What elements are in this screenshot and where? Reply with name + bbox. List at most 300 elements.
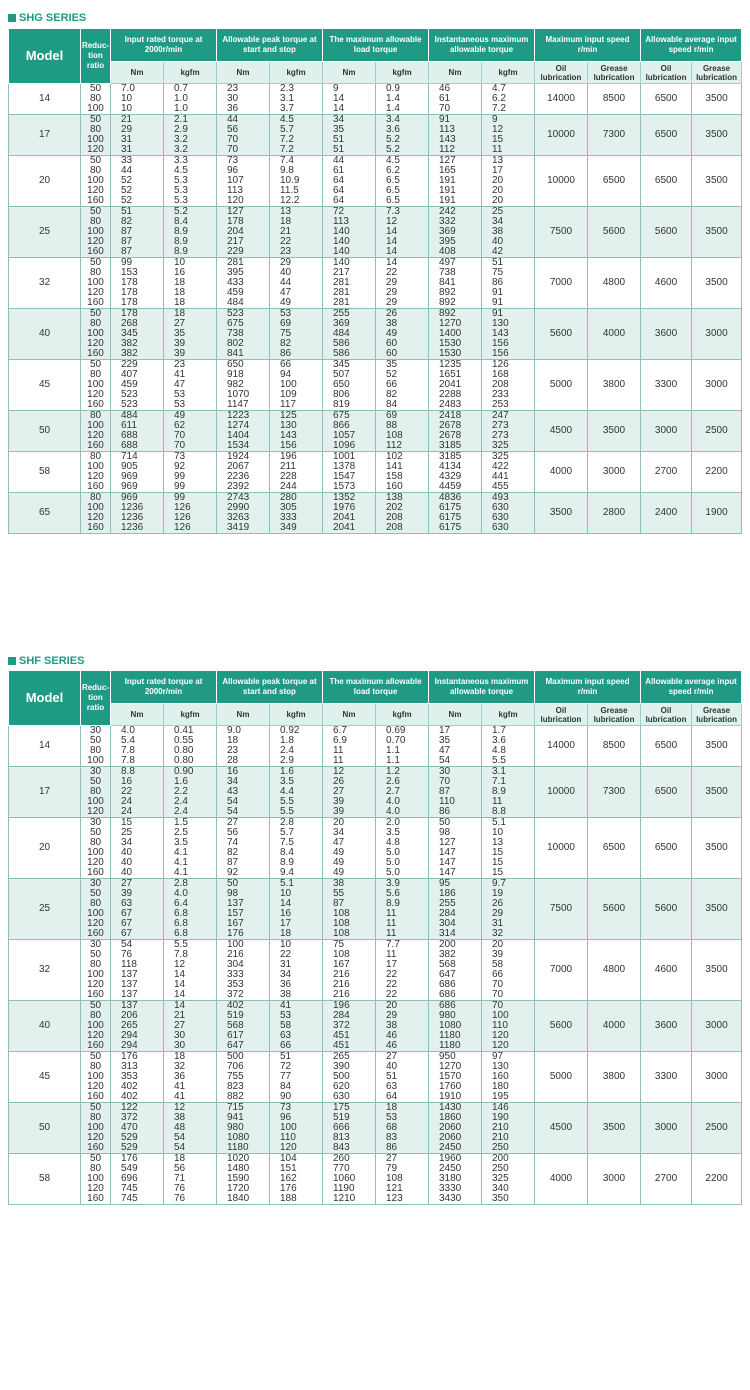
subheader-nm: Nm <box>217 62 270 84</box>
value-cell: 6.5 <box>376 196 429 207</box>
value-cell: 8.9 <box>376 899 429 909</box>
speed-cell-avg-grease: 3500 <box>692 726 742 767</box>
value-cell: 8.9 <box>164 247 217 258</box>
value-cell: 195 <box>482 1092 535 1103</box>
speed-cell-avg-oil: 6500 <box>641 156 692 207</box>
ratio-cell: 50 <box>81 950 111 960</box>
ratio-cell: 100 <box>81 797 111 807</box>
value-cell: 255 <box>323 309 376 320</box>
value-cell: 70 <box>482 1001 535 1012</box>
value-cell: 121 <box>376 1184 429 1194</box>
value-cell: 202 <box>376 503 429 513</box>
value-cell: 137 <box>217 899 270 909</box>
ratio-cell: 160 <box>81 1194 111 1205</box>
value-cell: 76 <box>164 1194 217 1205</box>
ratio-cell: 120 <box>81 980 111 990</box>
value-cell: 99 <box>111 258 164 269</box>
speed-cell-avg-grease: 3500 <box>692 207 742 258</box>
value-cell: 208 <box>482 380 535 390</box>
value-cell: 186 <box>429 889 482 899</box>
speed-cell-max-oil: 3500 <box>535 493 588 534</box>
value-cell: 1.6 <box>270 767 323 778</box>
value-cell: 294 <box>111 1031 164 1041</box>
value-cell: 40 <box>270 268 323 278</box>
value-cell: 666 <box>323 1123 376 1133</box>
value-cell: 14 <box>376 227 429 237</box>
subheader-kgfm: kgfm <box>164 62 217 84</box>
value-cell: 5.1 <box>270 879 323 890</box>
value-cell: 0.80 <box>164 756 217 767</box>
value-cell: 630 <box>323 1092 376 1103</box>
speed-cell-max-grease: 7300 <box>588 767 641 818</box>
value-cell: 58 <box>482 960 535 970</box>
value-cell: 2.0 <box>376 818 429 829</box>
value-cell: 3185 <box>429 452 482 463</box>
ratio-cell: 80 <box>81 217 111 227</box>
value-cell: 39 <box>164 339 217 349</box>
value-cell: 333 <box>217 970 270 980</box>
value-cell: 99 <box>164 472 217 482</box>
value-cell: 66 <box>270 1041 323 1052</box>
value-cell: 127 <box>429 156 482 167</box>
value-cell: 253 <box>482 400 535 411</box>
value-cell: 91 <box>482 298 535 309</box>
square-bullet-icon <box>8 14 16 22</box>
value-cell: 87 <box>111 247 164 258</box>
model-group <box>9 879 742 940</box>
value-cell: 34 <box>482 217 535 227</box>
ratio-cell: 80 <box>81 787 111 797</box>
value-cell: 22 <box>376 990 429 1001</box>
subheader-grease-lubrication: Grease lubrication <box>692 62 742 84</box>
value-cell: 63 <box>270 1031 323 1041</box>
value-cell: 892 <box>429 288 482 298</box>
value-cell: 4.5 <box>376 156 429 167</box>
ratio-cell: 30 <box>81 879 111 890</box>
speed-cell-max-grease: 4800 <box>588 940 641 1001</box>
value-cell: 30 <box>164 1031 217 1041</box>
model-cell: 40 <box>9 1001 81 1052</box>
value-cell: 66 <box>376 380 429 390</box>
value-cell: 25 <box>482 207 535 218</box>
value-cell: 1570 <box>429 1072 482 1082</box>
value-cell: 29 <box>111 125 164 135</box>
value-cell: 268 <box>111 319 164 329</box>
model-group <box>9 1052 742 1103</box>
value-cell: 51 <box>482 258 535 269</box>
value-cell: 529 <box>111 1133 164 1143</box>
value-cell: 86 <box>429 807 482 818</box>
subheader-kgfm: kgfm <box>164 704 217 726</box>
value-cell: 6.9 <box>323 736 376 746</box>
value-cell: 108 <box>376 1174 429 1184</box>
value-cell: 10 <box>111 104 164 115</box>
value-cell: 32 <box>164 1062 217 1072</box>
value-cell: 127 <box>429 838 482 848</box>
value-cell: 84 <box>376 400 429 411</box>
value-cell: 4.0 <box>164 889 217 899</box>
speed-cell-max-grease: 7300 <box>588 115 641 156</box>
value-cell: 180 <box>482 1082 535 1092</box>
model-cell: 14 <box>9 726 81 767</box>
ratio-cell: 80 <box>81 370 111 380</box>
value-cell: 1001 <box>323 452 376 463</box>
value-cell: 160 <box>376 482 429 493</box>
header-allowable-peak-torque: Allowable peak torque at start and stop <box>217 671 323 704</box>
model-cell: 58 <box>9 452 81 493</box>
value-cell: 1400 <box>429 329 482 339</box>
value-cell: 6.2 <box>482 94 535 104</box>
value-cell: 433 <box>217 278 270 288</box>
value-cell: 147 <box>429 868 482 879</box>
value-cell: 18 <box>164 278 217 288</box>
value-cell: 62 <box>164 421 217 431</box>
subheader-nm: Nm <box>323 62 376 84</box>
value-cell: 7.0 <box>111 84 164 95</box>
value-cell: 76 <box>111 950 164 960</box>
value-cell: 630 <box>482 513 535 523</box>
value-cell: 162 <box>270 1174 323 1184</box>
value-cell: 242 <box>429 207 482 218</box>
value-cell: 23 <box>217 746 270 756</box>
value-cell: 140 <box>323 227 376 237</box>
value-cell: 56 <box>217 125 270 135</box>
value-cell: 21 <box>164 1011 217 1021</box>
value-cell: 137 <box>111 1001 164 1012</box>
value-cell: 109 <box>270 390 323 400</box>
value-cell: 8.9 <box>482 787 535 797</box>
value-cell: 21 <box>270 227 323 237</box>
value-cell: 34 <box>217 777 270 787</box>
value-cell: 18 <box>164 1052 217 1063</box>
value-cell: 92 <box>164 462 217 472</box>
ratio-cell: 100 <box>81 1123 111 1133</box>
value-cell: 113 <box>323 217 376 227</box>
ratio-cell: 80 <box>81 125 111 135</box>
value-cell: 1235 <box>429 360 482 371</box>
value-cell: 18 <box>217 736 270 746</box>
value-cell: 6175 <box>429 523 482 534</box>
value-cell: 1530 <box>429 349 482 360</box>
value-cell: 1924 <box>217 452 270 463</box>
value-cell: 40 <box>376 1062 429 1072</box>
value-cell: 126 <box>164 523 217 534</box>
value-cell: 6.8 <box>164 909 217 919</box>
value-cell: 22 <box>376 970 429 980</box>
value-cell: 3.5 <box>376 828 429 838</box>
value-cell: 211 <box>270 462 323 472</box>
value-cell: 459 <box>111 380 164 390</box>
value-cell: 147 <box>429 848 482 858</box>
model-cell: 50 <box>9 411 81 452</box>
value-cell: 345 <box>111 329 164 339</box>
value-cell: 568 <box>217 1021 270 1031</box>
ratio-cell: 80 <box>81 268 111 278</box>
value-cell: 31 <box>270 960 323 970</box>
ratio-cell: 80 <box>81 838 111 848</box>
table-row <box>9 879 742 890</box>
value-cell: 715 <box>217 1103 270 1114</box>
speed-cell-avg-grease: 3500 <box>692 818 742 879</box>
table-row <box>9 726 742 737</box>
speed-cell-max-grease: 4000 <box>588 1001 641 1052</box>
value-cell: 98 <box>217 889 270 899</box>
value-cell: 9.4 <box>270 868 323 879</box>
value-cell: 38 <box>323 879 376 890</box>
value-cell: 29 <box>376 278 429 288</box>
value-cell: 980 <box>217 1123 270 1133</box>
speed-cell-avg-grease: 2200 <box>692 1154 742 1205</box>
ratio-cell: 100 <box>81 1174 111 1184</box>
value-cell: 40 <box>111 858 164 868</box>
value-cell: 738 <box>217 329 270 339</box>
value-cell: 217 <box>217 237 270 247</box>
speed-cell-max-oil: 4000 <box>535 1154 588 1205</box>
value-cell: 2067 <box>217 462 270 472</box>
ratio-cell: 160 <box>81 349 111 360</box>
value-cell: 70 <box>482 990 535 1001</box>
value-cell: 7.2 <box>270 145 323 156</box>
value-cell: 2.4 <box>164 797 217 807</box>
value-cell: 11 <box>323 756 376 767</box>
value-cell: 113 <box>217 186 270 196</box>
speed-cell-max-oil: 5600 <box>535 1001 588 1052</box>
value-cell: 49 <box>270 298 323 309</box>
value-cell: 38 <box>376 1021 429 1031</box>
value-cell: 168 <box>482 370 535 380</box>
value-cell: 247 <box>482 411 535 422</box>
table-row <box>9 309 742 320</box>
value-cell: 630 <box>482 503 535 513</box>
value-cell: 47 <box>429 746 482 756</box>
ratio-cell: 160 <box>81 441 111 452</box>
value-cell: 8.4 <box>270 848 323 858</box>
value-cell: 23 <box>164 360 217 371</box>
speed-cell-avg-oil: 6500 <box>641 726 692 767</box>
value-cell: 647 <box>217 1041 270 1052</box>
value-cell: 29 <box>376 298 429 309</box>
value-cell: 22 <box>270 950 323 960</box>
speed-cell-max-grease: 4800 <box>588 258 641 309</box>
value-cell: 28 <box>217 756 270 767</box>
value-cell: 15 <box>482 858 535 868</box>
value-cell: 87 <box>111 237 164 247</box>
value-cell: 13 <box>482 156 535 167</box>
speed-cell-avg-oil: 4600 <box>641 940 692 1001</box>
speed-cell-max-oil: 14000 <box>535 726 588 767</box>
header-input-rated-torque: Input rated torque at 2000r/min <box>111 29 217 62</box>
value-cell: 2483 <box>429 400 482 411</box>
value-cell: 2.5 <box>164 828 217 838</box>
ratio-cell: 100 <box>81 380 111 390</box>
ratio-cell: 50 <box>81 309 111 320</box>
value-cell: 5.1 <box>482 818 535 829</box>
value-cell: 165 <box>429 166 482 176</box>
value-cell: 12.2 <box>270 196 323 207</box>
value-cell: 3263 <box>217 513 270 523</box>
value-cell: 372 <box>217 990 270 1001</box>
value-cell: 86 <box>482 278 535 288</box>
table-row <box>9 452 742 463</box>
value-cell: 1.1 <box>376 756 429 767</box>
speed-cell-max-oil: 7000 <box>535 940 588 1001</box>
value-cell: 70 <box>429 777 482 787</box>
value-cell: 99 <box>164 493 217 504</box>
value-cell: 2236 <box>217 472 270 482</box>
value-cell: 147 <box>429 858 482 868</box>
value-cell: 1840 <box>217 1194 270 1205</box>
subheader-oil-lubrication: Oil lubrication <box>641 62 692 84</box>
value-cell: 1060 <box>323 1174 376 1184</box>
value-cell: 11.5 <box>270 186 323 196</box>
value-cell: 6.2 <box>376 166 429 176</box>
speed-cell-avg-oil: 6500 <box>641 84 692 115</box>
table-row <box>9 115 742 126</box>
header-max-allowable-load-torque: The maximum allowable load torque <box>323 29 429 62</box>
subheader-row <box>9 704 742 726</box>
value-cell: 51 <box>376 1072 429 1082</box>
value-cell: 802 <box>217 339 270 349</box>
ratio-cell: 100 <box>81 909 111 919</box>
value-cell: 13 <box>482 838 535 848</box>
value-cell: 3.2 <box>164 135 217 145</box>
ratio-cell: 50 <box>81 1103 111 1114</box>
value-cell: 77 <box>270 1072 323 1082</box>
value-cell: 1.2 <box>376 767 429 778</box>
value-cell: 1210 <box>323 1194 376 1205</box>
value-cell: 22 <box>270 237 323 247</box>
value-cell: 2678 <box>429 431 482 441</box>
value-cell: 500 <box>217 1052 270 1063</box>
value-cell: 87 <box>323 899 376 909</box>
ratio-cell: 80 <box>81 1164 111 1174</box>
ratio-cell: 30 <box>81 818 111 829</box>
value-cell: 5.0 <box>376 858 429 868</box>
value-cell: 3.1 <box>482 767 535 778</box>
value-cell: 3330 <box>429 1184 482 1194</box>
ratio-cell: 100 <box>81 503 111 513</box>
value-cell: 188 <box>270 1194 323 1205</box>
value-cell: 200 <box>429 940 482 951</box>
subheader-kgfm: kgfm <box>270 704 323 726</box>
value-cell: 216 <box>323 990 376 1001</box>
value-cell: 0.90 <box>164 767 217 778</box>
value-cell: 738 <box>429 268 482 278</box>
value-cell: 2743 <box>217 493 270 504</box>
speed-cell-avg-grease: 2500 <box>692 411 742 452</box>
value-cell: 353 <box>111 1072 164 1082</box>
value-cell: 1057 <box>323 431 376 441</box>
table-row <box>9 411 742 422</box>
value-cell: 8.9 <box>270 858 323 868</box>
value-cell: 107 <box>217 176 270 186</box>
value-cell: 125 <box>270 411 323 422</box>
value-cell: 706 <box>217 1062 270 1072</box>
value-cell: 61 <box>429 94 482 104</box>
value-cell: 100 <box>270 380 323 390</box>
ratio-cell: 120 <box>81 1031 111 1041</box>
value-cell: 250 <box>482 1143 535 1154</box>
speed-cell-avg-oil: 5600 <box>641 207 692 258</box>
value-cell: 104 <box>270 1154 323 1165</box>
value-cell: 41 <box>270 1001 323 1012</box>
value-cell: 11 <box>376 919 429 929</box>
value-cell: 34 <box>323 828 376 838</box>
subheader-grease-lubrication: Grease lubrication <box>588 704 641 726</box>
model-cell: 45 <box>9 360 81 411</box>
value-cell: 1.4 <box>376 104 429 115</box>
value-cell: 10 <box>270 889 323 899</box>
speed-cell-avg-grease: 3000 <box>692 1001 742 1052</box>
value-cell: 100 <box>482 1011 535 1021</box>
value-cell: 11 <box>376 909 429 919</box>
value-cell: 325 <box>482 452 535 463</box>
value-cell: 20 <box>482 186 535 196</box>
model-cell: 20 <box>9 818 81 879</box>
value-cell: 68 <box>376 1123 429 1133</box>
value-cell: 51 <box>323 135 376 145</box>
value-cell: 44 <box>323 156 376 167</box>
value-cell: 22 <box>376 980 429 990</box>
value-cell: 153 <box>111 268 164 278</box>
ratio-cell: 120 <box>81 858 111 868</box>
value-cell: 100 <box>270 1123 323 1133</box>
value-cell: 98 <box>429 828 482 838</box>
ratio-cell: 80 <box>81 493 111 504</box>
value-cell: 35 <box>376 360 429 371</box>
value-cell: 2041 <box>323 513 376 523</box>
value-cell: 120 <box>482 1041 535 1052</box>
value-cell: 12 <box>164 960 217 970</box>
value-cell: 75 <box>482 268 535 278</box>
subheader-kgfm: kgfm <box>482 704 535 726</box>
value-cell: 3.3 <box>164 156 217 167</box>
value-cell: 208 <box>376 513 429 523</box>
value-cell: 1960 <box>429 1154 482 1165</box>
value-cell: 41 <box>164 1082 217 1092</box>
value-cell: 281 <box>323 278 376 288</box>
value-cell: 206 <box>111 1011 164 1021</box>
speed-cell-max-grease: 3800 <box>588 360 641 411</box>
table-row <box>9 360 742 371</box>
ratio-cell: 80 <box>81 899 111 909</box>
value-cell: 244 <box>270 482 323 493</box>
ratio-cell: 50 <box>81 1154 111 1165</box>
value-cell: 123 <box>376 1194 429 1205</box>
ratio-cell: 80 <box>81 166 111 176</box>
value-cell: 10 <box>482 828 535 838</box>
value-cell: 18 <box>164 288 217 298</box>
value-cell: 265 <box>323 1052 376 1063</box>
value-cell: 160 <box>482 1072 535 1082</box>
value-cell: 294 <box>111 1041 164 1052</box>
ratio-cell: 50 <box>81 258 111 269</box>
value-cell: 217 <box>323 268 376 278</box>
value-cell: 52 <box>111 186 164 196</box>
value-cell: 10.9 <box>270 176 323 186</box>
value-cell: 451 <box>323 1031 376 1041</box>
value-cell: 79 <box>376 1164 429 1174</box>
value-cell: 229 <box>217 247 270 258</box>
value-cell: 841 <box>429 278 482 288</box>
value-cell: 3.9 <box>376 879 429 890</box>
value-cell: 1530 <box>429 339 482 349</box>
speed-cell-max-grease: 3000 <box>588 1154 641 1205</box>
ratio-cell: 160 <box>81 523 111 534</box>
ratio-cell: 120 <box>81 237 111 247</box>
header-allowable-peak-torque: Allowable peak torque at start and stop <box>217 29 323 62</box>
ratio-cell: 100 <box>81 329 111 339</box>
